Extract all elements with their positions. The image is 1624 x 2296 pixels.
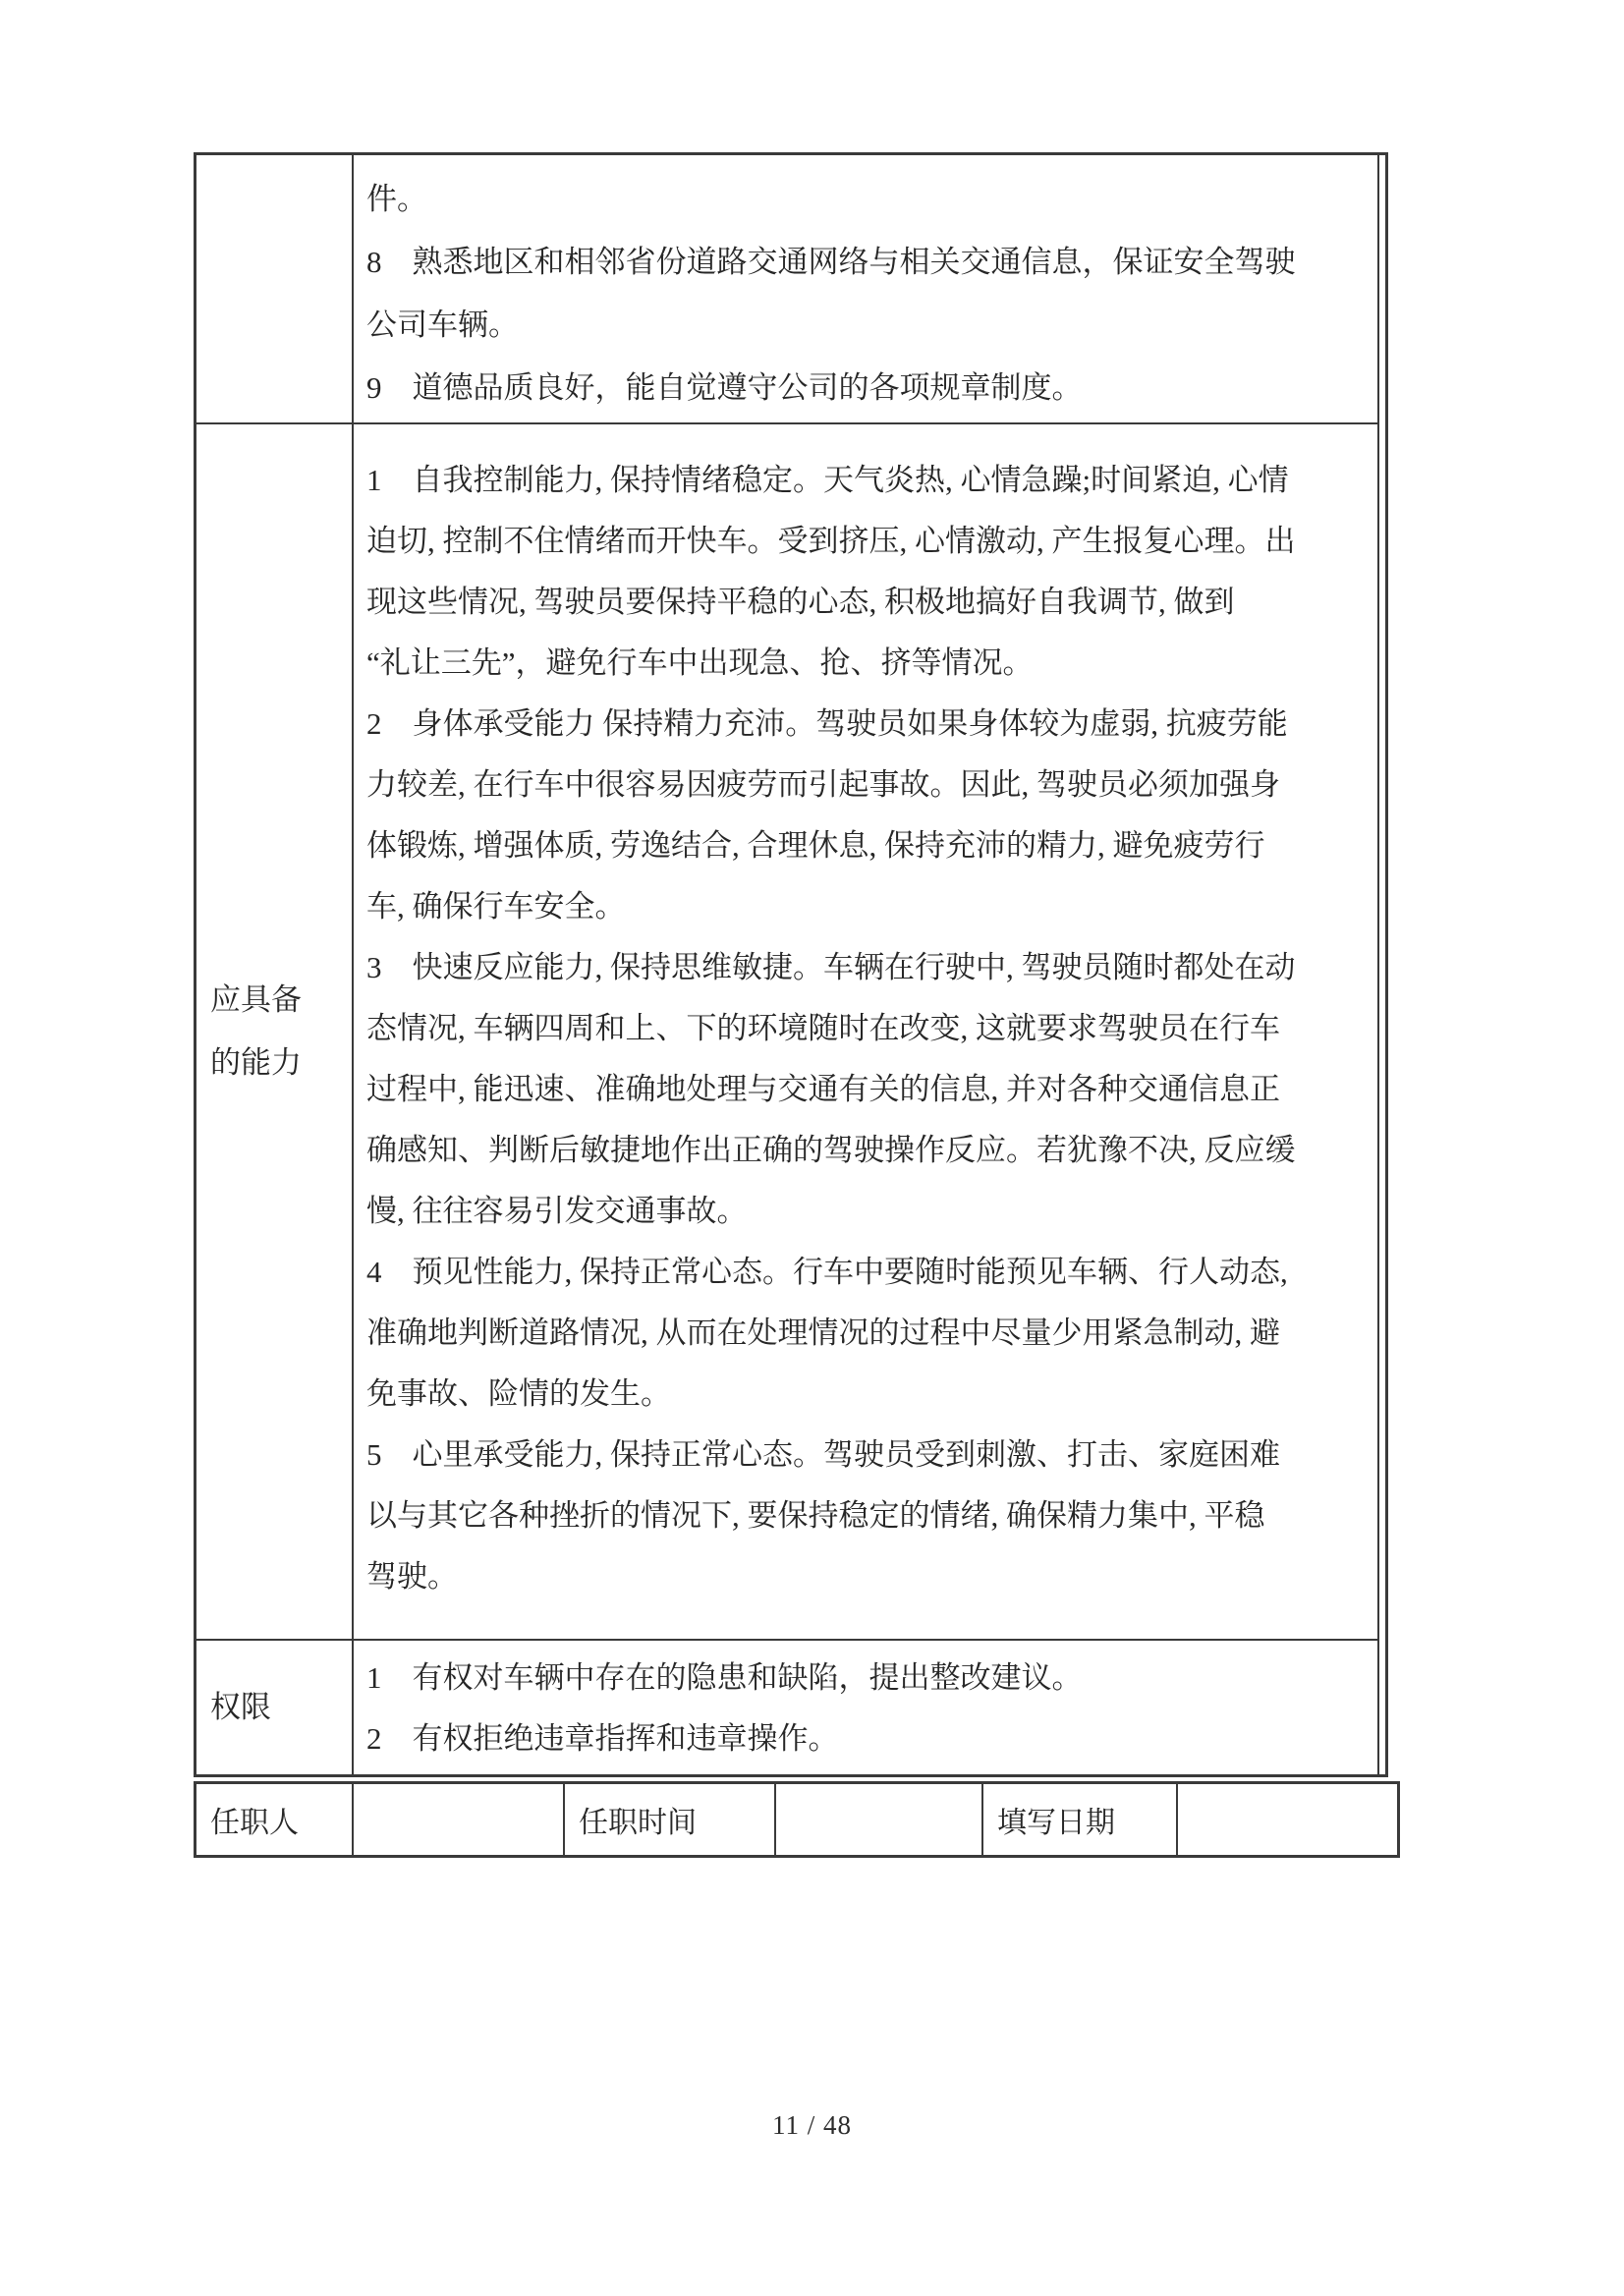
text-line: 件。: [366, 182, 427, 216]
job-description-table: [194, 152, 1388, 1777]
table-row-footer: [194, 1781, 1400, 1858]
footer-label-fill-date: 填写日期: [983, 1784, 1178, 1855]
text-line: 8 熟悉地区和相邻省份道路交通网络与相关交通信息，保证安全驾驶: [366, 245, 1296, 279]
text-line: 准确地判断道路情况, 从而在处理情况的过程中尽量少用紧急制动, 避: [366, 1316, 1280, 1350]
text-line: 慢, 往往容易引发交通事故。: [366, 1194, 748, 1228]
footer-label-incumbent: 任职人: [196, 1784, 354, 1855]
authority-content-cell: [354, 1641, 1379, 1774]
footer-label-tenure-time: 任职时间: [565, 1784, 776, 1855]
row-label-text: 的能力: [210, 1045, 302, 1080]
text-line: 态情况, 车辆四周和上、下的环境随时在改变, 这就要求驾驶员在行车: [366, 1011, 1280, 1045]
text-line: 确感知、判断后敏捷地作出正确的驾驶操作反应。若犹豫不决, 反应缓: [366, 1133, 1296, 1167]
row-label-cell-empty: [196, 155, 354, 422]
text-line: 过程中, 能迅速、准确地处理与交通有关的信息, 并对各种交通信息正: [366, 1072, 1280, 1106]
footer-value-tenure-time: [776, 1784, 983, 1855]
row-label-text: 应具备: [210, 982, 302, 1017]
table-row-qualifications-continued: [196, 155, 1379, 424]
text-line: 力较差, 在行车中很容易因疲劳而引起事故。因此, 驾驶员必须加强身: [366, 767, 1280, 802]
text-line: 4 预见性能力, 保持正常心态。行车中要随时能预见车辆、行人动态,: [366, 1255, 1288, 1289]
abilities-content-cell: [354, 424, 1379, 1639]
text-line: 9 道德品质良好，能自觉遵守公司的各项规章制度。: [366, 370, 1083, 405]
row-label-abilities: [196, 424, 354, 1639]
page-number: 11 / 48: [772, 2110, 852, 2140]
text-line: 以与其它各种挫折的情况下, 要保持稳定的情绪, 确保精力集中, 平稳: [366, 1498, 1265, 1533]
text-line: 3 快速反应能力, 保持思维敏捷。车辆在行驶中, 驾驶员随时都处在动: [366, 950, 1296, 984]
text-line: 公司车辆。: [366, 308, 519, 342]
text-line: 现这些情况, 驾驶员要保持平稳的心态, 积极地搞好自我调节, 做到: [366, 585, 1235, 619]
row-label-authority: [196, 1641, 354, 1774]
text-line: 体锻炼, 增强体质, 劳逸结合, 合理休息, 保持充沛的精力, 避免疲劳行: [366, 828, 1265, 863]
footer-value-fill-date: [1178, 1784, 1397, 1855]
text-line: 1 有权对车辆中存在的隐患和缺陷，提出整改建议。: [366, 1660, 1083, 1695]
table-row-abilities: [196, 424, 1379, 1641]
text-line: 免事故、险情的发生。: [366, 1376, 671, 1411]
table-row-authority: [196, 1641, 1379, 1774]
text-line: 5 心里承受能力, 保持正常心态。驾驶员受到刺激、打击、家庭困难: [366, 1437, 1280, 1472]
text-line: 1 自我控制能力, 保持情绪稳定。天气炎热, 心情急躁;时间紧迫, 心情: [366, 463, 1289, 497]
row-label-text: 权限: [210, 1690, 271, 1724]
footer-value-incumbent: [354, 1784, 565, 1855]
text-line: 2 身体承受能力 保持精力充沛。驾驶员如果身体较为虚弱, 抗疲劳能: [366, 706, 1288, 741]
text-line: “礼让三先”，避免行车中出现急、抢、挤等情况。: [366, 645, 1034, 680]
text-line: 迫切, 控制不住情绪而开快车。受到挤压, 心情激动, 产生报复心理。出: [366, 524, 1296, 558]
qualifications-content-cell: [354, 155, 1379, 422]
text-line: 2 有权拒绝违章指挥和违章操作。: [366, 1721, 839, 1756]
text-line: 车, 确保行车安全。: [366, 889, 626, 924]
text-line: 驾驶。: [366, 1559, 458, 1594]
